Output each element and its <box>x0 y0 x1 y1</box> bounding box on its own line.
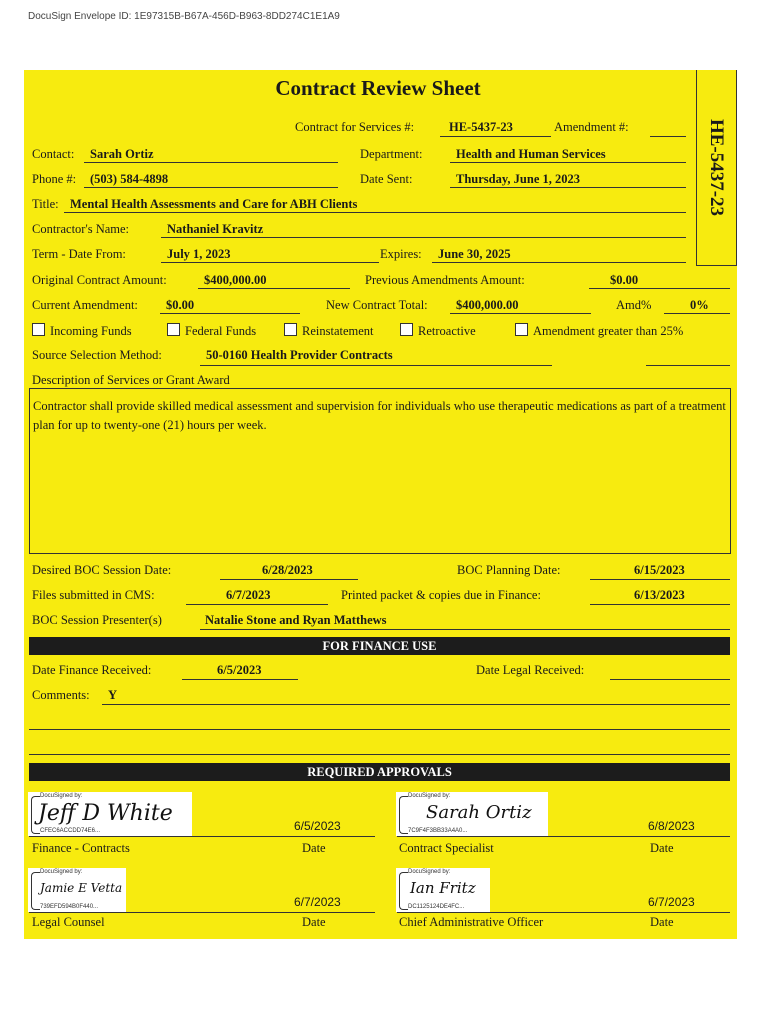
signature-chief-administrative-officer: DocuSigned by: Ian Fritz DC1125124DE4FC... <box>396 868 490 912</box>
title-label: Title: <box>32 197 59 211</box>
date-label: Date <box>650 841 674 855</box>
date-chief-administrative-officer: 6/7/2023 <box>648 895 695 909</box>
current-amendment-value: $0.00 <box>166 298 195 312</box>
finance-received-value: 6/5/2023 <box>217 663 262 677</box>
title-value: Mental Health Assessments and Care for ABH Clients <box>70 197 358 211</box>
date-sent-label: Date Sent: <box>360 172 413 186</box>
original-amount-value: $400,000.00 <box>204 273 267 287</box>
phone-value: (503) 584-4898 <box>90 172 169 186</box>
checkbox-box[interactable] <box>515 323 528 336</box>
current-amendment-label: Current Amendment: <box>32 298 138 312</box>
role-legal-counsel: Legal Counsel <box>32 915 105 929</box>
checkbox-box[interactable] <box>284 323 297 336</box>
previous-amendments-label: Previous Amendments Amount: <box>365 273 525 287</box>
checkbox-retroactive[interactable]: Retroactive <box>400 323 476 339</box>
checkbox-reinstatement[interactable]: Reinstatement <box>284 323 374 339</box>
checkbox-incoming-funds[interactable]: Incoming Funds <box>32 323 132 339</box>
checkbox-box[interactable] <box>32 323 45 336</box>
contractor-label: Contractor's Name: <box>32 222 130 236</box>
presenter-value: Natalie Stone and Ryan Matthews <box>205 613 387 627</box>
amd-percent-label: Amd% <box>616 298 652 312</box>
date-contract-specialist: 6/8/2023 <box>648 819 695 833</box>
expires-label: Expires: <box>380 247 422 261</box>
envelope-id: DocuSign Envelope ID: 1E97315B-B67A-456D-B963-8DD274C1E1A9 <box>28 11 340 22</box>
description-label: Description of Services or Grant Award <box>32 373 230 387</box>
date-legal-counsel: 6/7/2023 <box>294 895 341 909</box>
description-box <box>29 388 731 554</box>
department-label: Department: <box>360 147 423 161</box>
amd-percent-value: 0% <box>690 298 709 312</box>
phone-label: Phone #: <box>32 172 77 186</box>
date-label: Date <box>650 915 674 929</box>
contact-value: Sarah Ortiz <box>90 147 154 161</box>
packet-value: 6/13/2023 <box>634 588 685 602</box>
signature-contract-specialist: DocuSigned by: Sarah Ortiz 7C9F4F3BB33A4A0... <box>396 792 548 836</box>
presenter-label: BOC Session Presenter(s) <box>32 613 162 627</box>
signature-finance-contracts: DocuSigned by: Jeff D White CFEC6ACCDD74E6... <box>28 792 192 836</box>
checkbox-amendment-25[interactable]: Amendment greater than 25% <box>515 323 683 339</box>
previous-amendments-value: $0.00 <box>610 273 639 287</box>
contractor-value: Nathaniel Kravitz <box>167 222 264 236</box>
packet-label: Printed packet & copies due in Finance: <box>341 588 541 602</box>
checkbox-federal-funds[interactable]: Federal Funds <box>167 323 256 339</box>
contact-label: Contact: <box>32 147 75 161</box>
desired-boc-label: Desired BOC Session Date: <box>32 563 172 577</box>
description-text: Contractor shall provide skilled medical assessment and supervision for individuals who use therapeutic medications as part of a treatment plan for up to twenty-one (21) hours per week. <box>33 399 726 432</box>
date-sent-value: Thursday, June 1, 2023 <box>456 172 580 186</box>
approvals-header: REQUIRED APPROVALS <box>29 763 730 781</box>
new-total-label: New Contract Total: <box>326 298 428 312</box>
desired-boc-value: 6/28/2023 <box>262 563 313 577</box>
new-total-value: $400,000.00 <box>456 298 519 312</box>
source-label: Source Selection Method: <box>32 348 162 362</box>
role-contract-specialist: Contract Specialist <box>399 841 494 855</box>
date-finance-contracts: 6/5/2023 <box>294 819 341 833</box>
checkbox-box[interactable] <box>400 323 413 336</box>
term-value: July 1, 2023 <box>167 247 231 261</box>
boc-planning-label: BOC Planning Date: <box>457 563 561 577</box>
term-label: Term - Date From: <box>32 247 126 261</box>
side-id-text: HE-5437-23 <box>706 118 727 217</box>
cms-value: 6/7/2023 <box>226 588 271 602</box>
services-value: HE-5437-23 <box>449 120 513 134</box>
finance-received-label: Date Finance Received: <box>32 663 152 677</box>
legal-received-label: Date Legal Received: <box>476 663 585 677</box>
role-chief-administrative-officer: Chief Administrative Officer <box>399 915 544 929</box>
page-title: Contract Review Sheet <box>275 76 481 100</box>
comments-value: Y <box>108 688 118 702</box>
source-value: 50-0160 Health Provider Contracts <box>206 348 393 362</box>
services-label: Contract for Services #: <box>295 120 415 134</box>
date-label: Date <box>302 841 326 855</box>
original-amount-label: Original Contract Amount: <box>32 273 167 287</box>
finance-header: FOR FINANCE USE <box>29 637 730 655</box>
department-value: Health and Human Services <box>456 147 606 161</box>
role-finance-contracts: Finance - Contracts <box>32 841 130 855</box>
signature-legal-counsel: DocuSigned by: Jamie E Vetta 739EFD594B0F440... <box>28 868 126 912</box>
date-label: Date <box>302 915 326 929</box>
boc-planning-value: 6/15/2023 <box>634 563 685 577</box>
expires-value: June 30, 2025 <box>438 247 511 261</box>
checkbox-box[interactable] <box>167 323 180 336</box>
cms-label: Files submitted in CMS: <box>32 588 155 602</box>
contract-review-sheet <box>24 70 737 939</box>
comments-label: Comments: <box>32 688 90 702</box>
side-id-box <box>696 70 737 266</box>
amendment-label: Amendment #: <box>554 120 629 134</box>
